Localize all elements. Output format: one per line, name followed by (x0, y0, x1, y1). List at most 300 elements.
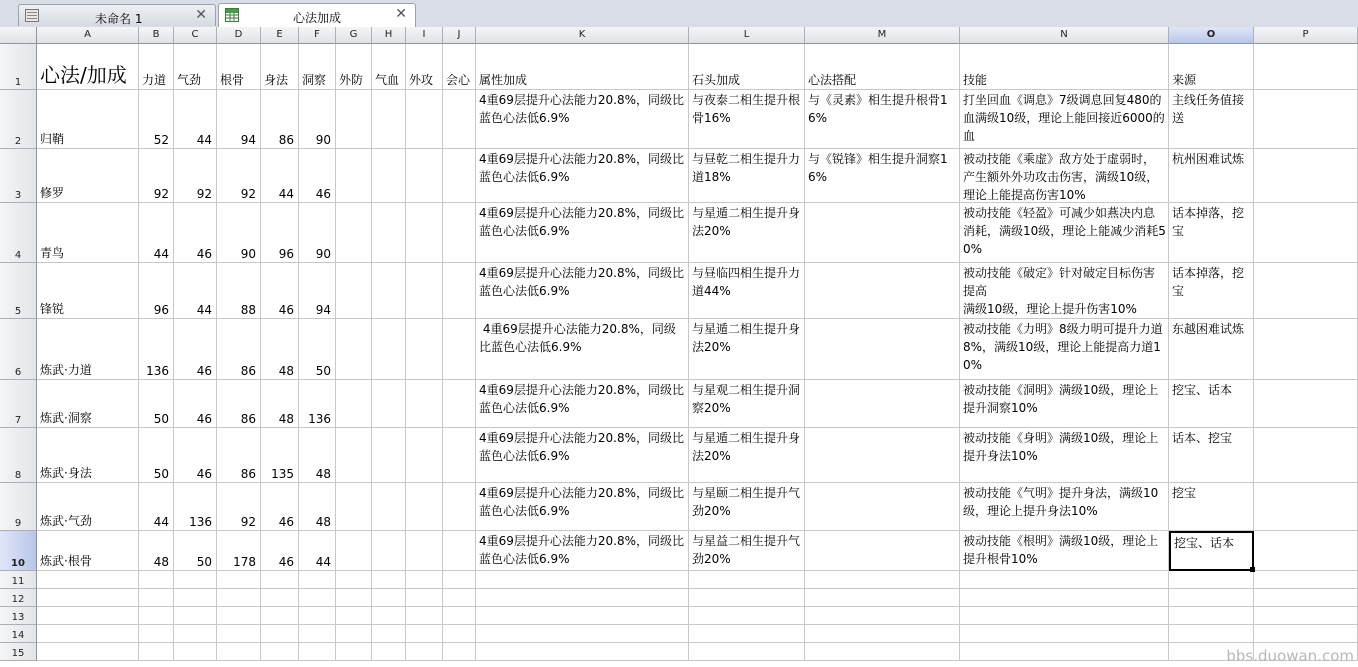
row-number: 7 (14, 415, 22, 426)
cell-k14[interactable] (476, 625, 689, 643)
cell-d4[interactable] (217, 203, 261, 263)
cell-p8[interactable] (1254, 428, 1358, 483)
cell-a11[interactable] (37, 571, 139, 589)
cell-g6[interactable] (336, 319, 372, 380)
cell-h7[interactable] (372, 380, 406, 428)
spreadsheet-grid[interactable] (0, 27, 1358, 667)
document-tab-bar (0, 0, 1358, 28)
cell-e15[interactable] (261, 643, 299, 661)
cell-c6[interactable] (174, 319, 217, 380)
cell-a7[interactable] (37, 380, 139, 428)
column-header-l[interactable]: L (689, 27, 805, 44)
cell-n1[interactable] (960, 44, 1169, 90)
cell-o1[interactable] (1169, 44, 1254, 90)
cell-m8[interactable] (805, 428, 960, 483)
cell-b4[interactable] (139, 203, 174, 263)
cell-g15[interactable] (336, 643, 372, 661)
cell-o6[interactable] (1169, 319, 1254, 380)
cell-f14[interactable] (299, 625, 336, 643)
cell-j1[interactable] (443, 44, 476, 90)
cell-p4[interactable] (1254, 203, 1358, 263)
column-header-h[interactable]: H (372, 27, 406, 44)
cell-m10[interactable] (805, 531, 960, 571)
row-header-13[interactable] (0, 607, 37, 625)
cell-f8[interactable] (299, 428, 336, 483)
cell-b10[interactable] (139, 531, 174, 571)
cell-n8[interactable] (960, 428, 1169, 483)
cell-l7[interactable] (689, 380, 805, 428)
cell-value: 打坐回血《调息》7级调息回复480的血满级10级，理论上能回接近6000的血 (963, 93, 1165, 143)
cell-value: 48 (315, 515, 331, 529)
cell-value: 被动技能《洞明》满级10级，理论上提升洞察10% (963, 383, 1159, 415)
cell-d12[interactable] (217, 589, 261, 607)
cell-b3[interactable] (139, 149, 174, 203)
column-header-o[interactable]: O (1169, 27, 1254, 44)
cell-d1[interactable] (217, 44, 261, 90)
cell-p12[interactable] (1254, 589, 1358, 607)
cell-i7[interactable] (406, 380, 443, 428)
cell-l6[interactable] (689, 319, 805, 380)
row-number: 6 (14, 367, 22, 378)
cell-p13[interactable] (1254, 607, 1358, 625)
cell-i11[interactable] (406, 571, 443, 589)
cell-a3[interactable] (37, 149, 139, 203)
cell-g5[interactable] (336, 263, 372, 319)
cell-j12[interactable] (443, 589, 476, 607)
cell-f10[interactable] (299, 531, 336, 571)
cell-i13[interactable] (406, 607, 443, 625)
cell-value: 4重69层提升心法能力20.8%，同级比蓝色心法低6.9% (479, 322, 676, 354)
cell-b12[interactable] (139, 589, 174, 607)
cell-m9[interactable] (805, 483, 960, 531)
cell-n6[interactable] (960, 319, 1169, 380)
cell-d15[interactable] (217, 643, 261, 661)
row-header-5[interactable] (0, 263, 37, 319)
cell-n9[interactable] (960, 483, 1169, 531)
cell-e1[interactable] (261, 44, 299, 90)
cell-h11[interactable] (372, 571, 406, 589)
column-header-k[interactable]: K (476, 27, 689, 44)
cell-j7[interactable] (443, 380, 476, 428)
cell-e8[interactable] (261, 428, 299, 483)
cell-b9[interactable] (139, 483, 174, 531)
cell-m14[interactable] (805, 625, 960, 643)
cell-n11[interactable] (960, 571, 1169, 589)
cell-d7[interactable] (217, 380, 261, 428)
cell-p11[interactable] (1254, 571, 1358, 589)
cell-g1[interactable] (336, 44, 372, 90)
cell-f6[interactable] (299, 319, 336, 380)
cell-g9[interactable] (336, 483, 372, 531)
cell-p14[interactable] (1254, 625, 1358, 643)
cell-c3[interactable] (174, 149, 217, 203)
column-header-b[interactable]: B (139, 27, 174, 44)
cell-o13[interactable] (1169, 607, 1254, 625)
cell-c14[interactable] (174, 625, 217, 643)
cell-f12[interactable] (299, 589, 336, 607)
cell-o3[interactable] (1169, 149, 1254, 203)
cell-a13[interactable] (37, 607, 139, 625)
cell-o5[interactable] (1169, 263, 1254, 319)
cell-c9[interactable] (174, 483, 217, 531)
cell-a10[interactable] (37, 531, 139, 571)
cell-a12[interactable] (37, 589, 139, 607)
cell-a6[interactable] (37, 319, 139, 380)
cell-l8[interactable] (689, 428, 805, 483)
cell-f5[interactable] (299, 263, 336, 319)
cell-e4[interactable] (261, 203, 299, 263)
cell-i3[interactable] (406, 149, 443, 203)
cell-p7[interactable] (1254, 380, 1358, 428)
row-header-9[interactable] (0, 483, 37, 531)
cell-n4[interactable] (960, 203, 1169, 263)
cell-k15[interactable] (476, 643, 689, 661)
cell-i6[interactable] (406, 319, 443, 380)
cell-value: 被动技能《乘虚》敌方处于虚弱时，产生额外外功攻击伤害，满级10级，理论上能提高伤害10% (963, 152, 1159, 202)
cell-e9[interactable] (261, 483, 299, 531)
cell-j3[interactable] (443, 149, 476, 203)
cell-h12[interactable] (372, 589, 406, 607)
row-number: 11 (11, 576, 25, 587)
cell-b14[interactable] (139, 625, 174, 643)
cell-j8[interactable] (443, 428, 476, 483)
cell-e11[interactable] (261, 571, 299, 589)
cell-f3[interactable] (299, 149, 336, 203)
cell-h6[interactable] (372, 319, 406, 380)
cell-j15[interactable] (443, 643, 476, 661)
cell-m6[interactable] (805, 319, 960, 380)
cell-m12[interactable] (805, 589, 960, 607)
cell-g10[interactable] (336, 531, 372, 571)
cell-p9[interactable] (1254, 483, 1358, 531)
cell-m3[interactable] (805, 149, 960, 203)
cell-h5[interactable] (372, 263, 406, 319)
cell-k4[interactable] (476, 203, 689, 263)
cell-o12[interactable] (1169, 589, 1254, 607)
cell-c11[interactable] (174, 571, 217, 589)
row-header-11[interactable] (0, 571, 37, 589)
row-header-14[interactable] (0, 625, 37, 643)
cell-p10[interactable] (1254, 531, 1358, 571)
cell-h15[interactable] (372, 643, 406, 661)
cell-c8[interactable] (174, 428, 217, 483)
column-header-m[interactable]: M (805, 27, 960, 44)
cell-b11[interactable] (139, 571, 174, 589)
cell-h13[interactable] (372, 607, 406, 625)
cell-o9[interactable] (1169, 483, 1254, 531)
cell-n13[interactable] (960, 607, 1169, 625)
cell-m15[interactable] (805, 643, 960, 661)
row-header-3[interactable] (0, 149, 37, 203)
cell-p1[interactable] (1254, 44, 1358, 90)
cell-l1[interactable] (689, 44, 805, 90)
cell-c12[interactable] (174, 589, 217, 607)
cell-a1[interactable] (37, 44, 139, 90)
cell-g7[interactable] (336, 380, 372, 428)
cell-g11[interactable] (336, 571, 372, 589)
row-header-7[interactable] (0, 380, 37, 428)
cell-m5[interactable] (805, 263, 960, 319)
cell-k5[interactable] (476, 263, 689, 319)
cell-h9[interactable] (372, 483, 406, 531)
cell-j13[interactable] (443, 607, 476, 625)
cell-i15[interactable] (406, 643, 443, 661)
cell-n15[interactable] (960, 643, 1169, 661)
cell-value: 46 (315, 187, 331, 201)
cell-d5[interactable] (217, 263, 261, 319)
cell-value: 48 (278, 412, 294, 426)
column-header-n[interactable]: N (960, 27, 1169, 44)
cell-i5[interactable] (406, 263, 443, 319)
fill-handle[interactable] (1250, 567, 1255, 572)
cell-e13[interactable] (261, 607, 299, 625)
cell-d9[interactable] (217, 483, 261, 531)
cell-p5[interactable] (1254, 263, 1358, 319)
cell-d14[interactable] (217, 625, 261, 643)
cell-n7[interactable] (960, 380, 1169, 428)
cell-l13[interactable] (689, 607, 805, 625)
cell-k3[interactable] (476, 149, 689, 203)
cell-i9[interactable] (406, 483, 443, 531)
cell-a8[interactable] (37, 428, 139, 483)
cell-h10[interactable] (372, 531, 406, 571)
row-header-15[interactable] (0, 643, 37, 661)
cell-value: 气劲 (177, 73, 202, 87)
cell-o8[interactable] (1169, 428, 1254, 483)
cell-g2[interactable] (336, 90, 372, 149)
cell-l3[interactable] (689, 149, 805, 203)
cell-i10[interactable] (406, 531, 443, 571)
cell-c2[interactable] (174, 90, 217, 149)
cell-b5[interactable] (139, 263, 174, 319)
cell-a15[interactable] (37, 643, 139, 661)
cell-g3[interactable] (336, 149, 372, 203)
row-header-10[interactable] (0, 531, 37, 571)
cell-a2[interactable] (37, 90, 139, 149)
cell-c5[interactable] (174, 263, 217, 319)
cell-b13[interactable] (139, 607, 174, 625)
cell-k6[interactable] (476, 319, 689, 380)
cell-k10[interactable] (476, 531, 689, 571)
cell-b1[interactable] (139, 44, 174, 90)
cell-o4[interactable] (1169, 203, 1254, 263)
cell-i1[interactable] (406, 44, 443, 90)
cell-o10[interactable] (1169, 531, 1254, 571)
cell-e10[interactable] (261, 531, 299, 571)
cell-value: 92 (153, 187, 169, 201)
column-header-c[interactable]: C (174, 27, 217, 44)
cell-f13[interactable] (299, 607, 336, 625)
cell-j11[interactable] (443, 571, 476, 589)
cell-value: 属性加成 (479, 73, 528, 87)
cell-i8[interactable] (406, 428, 443, 483)
cell-m1[interactable] (805, 44, 960, 90)
cell-i4[interactable] (406, 203, 443, 263)
cell-l10[interactable] (689, 531, 805, 571)
cell-m7[interactable] (805, 380, 960, 428)
cell-k12[interactable] (476, 589, 689, 607)
cell-n10[interactable] (960, 531, 1169, 571)
column-header-j[interactable]: J (443, 27, 476, 44)
cell-a5[interactable] (37, 263, 139, 319)
cell-j6[interactable] (443, 319, 476, 380)
cell-g13[interactable] (336, 607, 372, 625)
cell-d11[interactable] (217, 571, 261, 589)
cell-k11[interactable] (476, 571, 689, 589)
cell-n12[interactable] (960, 589, 1169, 607)
tab-untitled[interactable] (18, 4, 216, 26)
cell-k1[interactable] (476, 44, 689, 90)
cell-i2[interactable] (406, 90, 443, 149)
cell-a14[interactable] (37, 625, 139, 643)
cell-f4[interactable] (299, 203, 336, 263)
cell-j4[interactable] (443, 203, 476, 263)
cell-e14[interactable] (261, 625, 299, 643)
cell-d6[interactable] (217, 319, 261, 380)
cell-b7[interactable] (139, 380, 174, 428)
row-header-1[interactable] (0, 44, 37, 90)
row-header-2[interactable] (0, 90, 37, 149)
cell-p2[interactable] (1254, 90, 1358, 149)
cell-l14[interactable] (689, 625, 805, 643)
column-header-e[interactable]: E (261, 27, 299, 44)
cell-g8[interactable] (336, 428, 372, 483)
cell-value: 心法搭配 (808, 73, 857, 87)
cell-e12[interactable] (261, 589, 299, 607)
cell-value: 46 (278, 303, 294, 317)
cell-d8[interactable] (217, 428, 261, 483)
cell-k8[interactable] (476, 428, 689, 483)
cell-f2[interactable] (299, 90, 336, 149)
cell-f15[interactable] (299, 643, 336, 661)
cell-d13[interactable] (217, 607, 261, 625)
cell-h3[interactable] (372, 149, 406, 203)
column-header-p[interactable]: P (1254, 27, 1358, 44)
cell-l2[interactable] (689, 90, 805, 149)
cell-h1[interactable] (372, 44, 406, 90)
cell-value: 4重69层提升心法能力20.8%，同级比蓝色心法低6.9% (479, 486, 685, 518)
cell-o2[interactable] (1169, 90, 1254, 149)
cell-d2[interactable] (217, 90, 261, 149)
cell-value: 东越困难试炼 (1172, 322, 1245, 336)
cell-j9[interactable] (443, 483, 476, 531)
cell-value: 炼武·根骨 (40, 554, 92, 568)
cell-j10[interactable] (443, 531, 476, 571)
cell-m4[interactable] (805, 203, 960, 263)
cell-i12[interactable] (406, 589, 443, 607)
cell-a9[interactable] (37, 483, 139, 531)
cell-c15[interactable] (174, 643, 217, 661)
cell-j5[interactable] (443, 263, 476, 319)
cell-p3[interactable] (1254, 149, 1358, 203)
close-tab-icon[interactable]: ✕ (195, 7, 207, 23)
cell-c10[interactable] (174, 531, 217, 571)
row-header-4[interactable] (0, 203, 37, 263)
cell-h4[interactable] (372, 203, 406, 263)
cell-i14[interactable] (406, 625, 443, 643)
cell-d10[interactable] (217, 531, 261, 571)
row-header-6[interactable] (0, 319, 37, 380)
cell-e3[interactable] (261, 149, 299, 203)
cell-j14[interactable] (443, 625, 476, 643)
cell-n14[interactable] (960, 625, 1169, 643)
cell-m13[interactable] (805, 607, 960, 625)
cell-h14[interactable] (372, 625, 406, 643)
cell-h8[interactable] (372, 428, 406, 483)
cell-b15[interactable] (139, 643, 174, 661)
cell-l15[interactable] (689, 643, 805, 661)
select-all-corner[interactable] (0, 27, 37, 44)
cell-g4[interactable] (336, 203, 372, 263)
cell-e2[interactable] (261, 90, 299, 149)
cell-p6[interactable] (1254, 319, 1358, 380)
cell-value: 96 (153, 303, 169, 317)
cell-n3[interactable] (960, 149, 1169, 203)
cell-f9[interactable] (299, 483, 336, 531)
tab-label: 心法加成 (293, 11, 342, 25)
cell-l5[interactable] (689, 263, 805, 319)
cell-o11[interactable] (1169, 571, 1254, 589)
cell-c4[interactable] (174, 203, 217, 263)
cell-e6[interactable] (261, 319, 299, 380)
cell-d3[interactable] (217, 149, 261, 203)
cell-b8[interactable] (139, 428, 174, 483)
column-header-f[interactable]: F (299, 27, 336, 44)
cell-f7[interactable] (299, 380, 336, 428)
cell-value: 52 (153, 133, 169, 147)
cell-o7[interactable] (1169, 380, 1254, 428)
cell-a4[interactable] (37, 203, 139, 263)
cell-e7[interactable] (261, 380, 299, 428)
cell-c1[interactable] (174, 44, 217, 90)
cell-l11[interactable] (689, 571, 805, 589)
cell-l12[interactable] (689, 589, 805, 607)
cell-o14[interactable] (1169, 625, 1254, 643)
tab-xinfa-jiacheng[interactable] (218, 3, 416, 27)
cell-g12[interactable] (336, 589, 372, 607)
cell-b2[interactable] (139, 90, 174, 149)
cell-k2[interactable] (476, 90, 689, 149)
column-header-a[interactable]: A (37, 27, 139, 44)
cell-k13[interactable] (476, 607, 689, 625)
row-header-12[interactable] (0, 589, 37, 607)
cell-g14[interactable] (336, 625, 372, 643)
cell-b6[interactable] (139, 319, 174, 380)
column-header-i[interactable]: I (406, 27, 443, 44)
cell-l4[interactable] (689, 203, 805, 263)
row-header-8[interactable] (0, 428, 37, 483)
column-header-d[interactable]: D (217, 27, 261, 44)
cell-e5[interactable] (261, 263, 299, 319)
cell-m11[interactable] (805, 571, 960, 589)
cell-f11[interactable] (299, 571, 336, 589)
cell-n5[interactable] (960, 263, 1169, 319)
close-tab-icon[interactable]: ✕ (395, 6, 407, 22)
cell-h2[interactable] (372, 90, 406, 149)
cell-value: 话本、挖宝 (1172, 431, 1233, 445)
column-header-g[interactable]: G (336, 27, 372, 44)
cell-c13[interactable] (174, 607, 217, 625)
cell-l9[interactable] (689, 483, 805, 531)
cell-n2[interactable] (960, 90, 1169, 149)
cell-m2[interactable] (805, 90, 960, 149)
row-number: 8 (14, 470, 22, 481)
cell-k7[interactable] (476, 380, 689, 428)
cell-c7[interactable] (174, 380, 217, 428)
cell-j2[interactable] (443, 90, 476, 149)
cell-f1[interactable] (299, 44, 336, 90)
cell-k9[interactable] (476, 483, 689, 531)
